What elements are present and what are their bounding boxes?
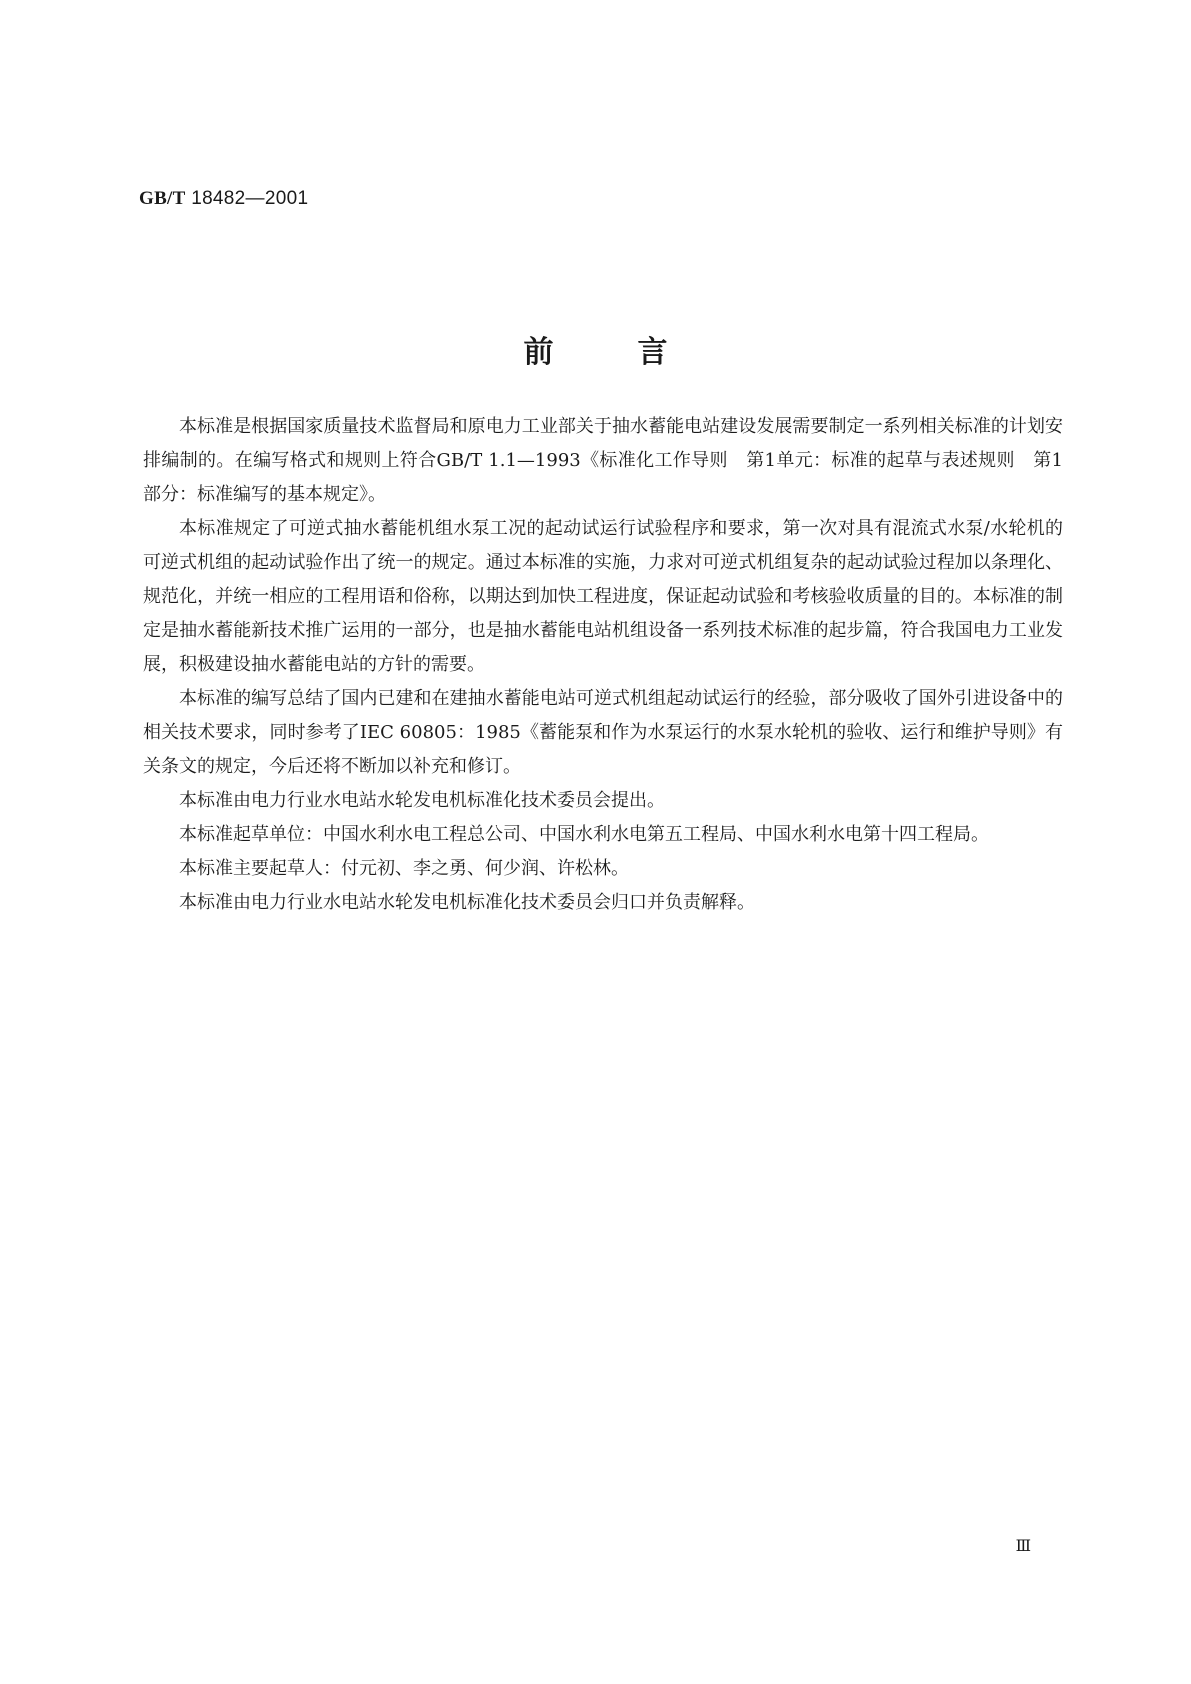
paragraph: 本标准由电力行业水电站水轮发电机标准化技术委员会提出。	[179, 790, 665, 811]
paragraph: 本标准的编写总结了国内已建和在建抽水蓄能电站可逆式机组起动试运行的经验，部分吸收了国外引进设备中的相关技术要求，同时参考了IEC 60805：1985《蓄能泵和作为水泵运行的水泵水轮机的验收、运行和维护导则》有关条文的规定，今后还将不断加以补充和修订。	[143, 688, 1063, 777]
foreword-body	[143, 410, 1063, 920]
standard-code	[139, 188, 308, 210]
paragraph: 本标准是根据国家质量技术监督局和原电力工业部关于抽水蓄能电站建设发展需要制定一系列相关标准的计划安排编制的。在编写格式和规则上符合GB/T 1.1—1993《标准化工作导则 第1单元：标准的起草与表述规则 第1部分：标准编写的基本规定》。	[143, 416, 1063, 505]
paragraph: 本标准起草单位：中国水利水电工程总公司、中国水利水电第五工程局、中国水利水电第十四工程局。	[179, 824, 989, 845]
standard-number: 18482—2001	[191, 188, 309, 209]
paragraph: 本标准规定了可逆式抽水蓄能机组水泵工况的起动试运行试验程序和要求，第一次对具有混流式水泵/水轮机的可逆式机组的起动试验作出了统一的规定。通过本标准的实施，力求对可逆式机组复杂的起动试验过程加以条理化、规范化，并统一相应的工程用语和俗称，以期达到加快工程进度，保证起动试验和考核验收质量的目的。本标准的制定是抽水蓄能新技术推广运用的一部分，也是抽水蓄能电站机组设备一系列技术标准的起步篇，符合我国电力工业发展，积极建设抽水蓄能电站的方针的需要。	[143, 518, 1063, 675]
paragraph: 本标准主要起草人：付元初、李之勇、何少润、许松林。	[179, 858, 629, 879]
page-number: Ⅲ	[1015, 1536, 1031, 1555]
standard-prefix: GB/T	[139, 188, 186, 209]
paragraph: 本标准由电力行业水电站水轮发电机标准化技术委员会归口并负责解释。	[179, 892, 755, 913]
page-title: 前言	[523, 335, 752, 370]
